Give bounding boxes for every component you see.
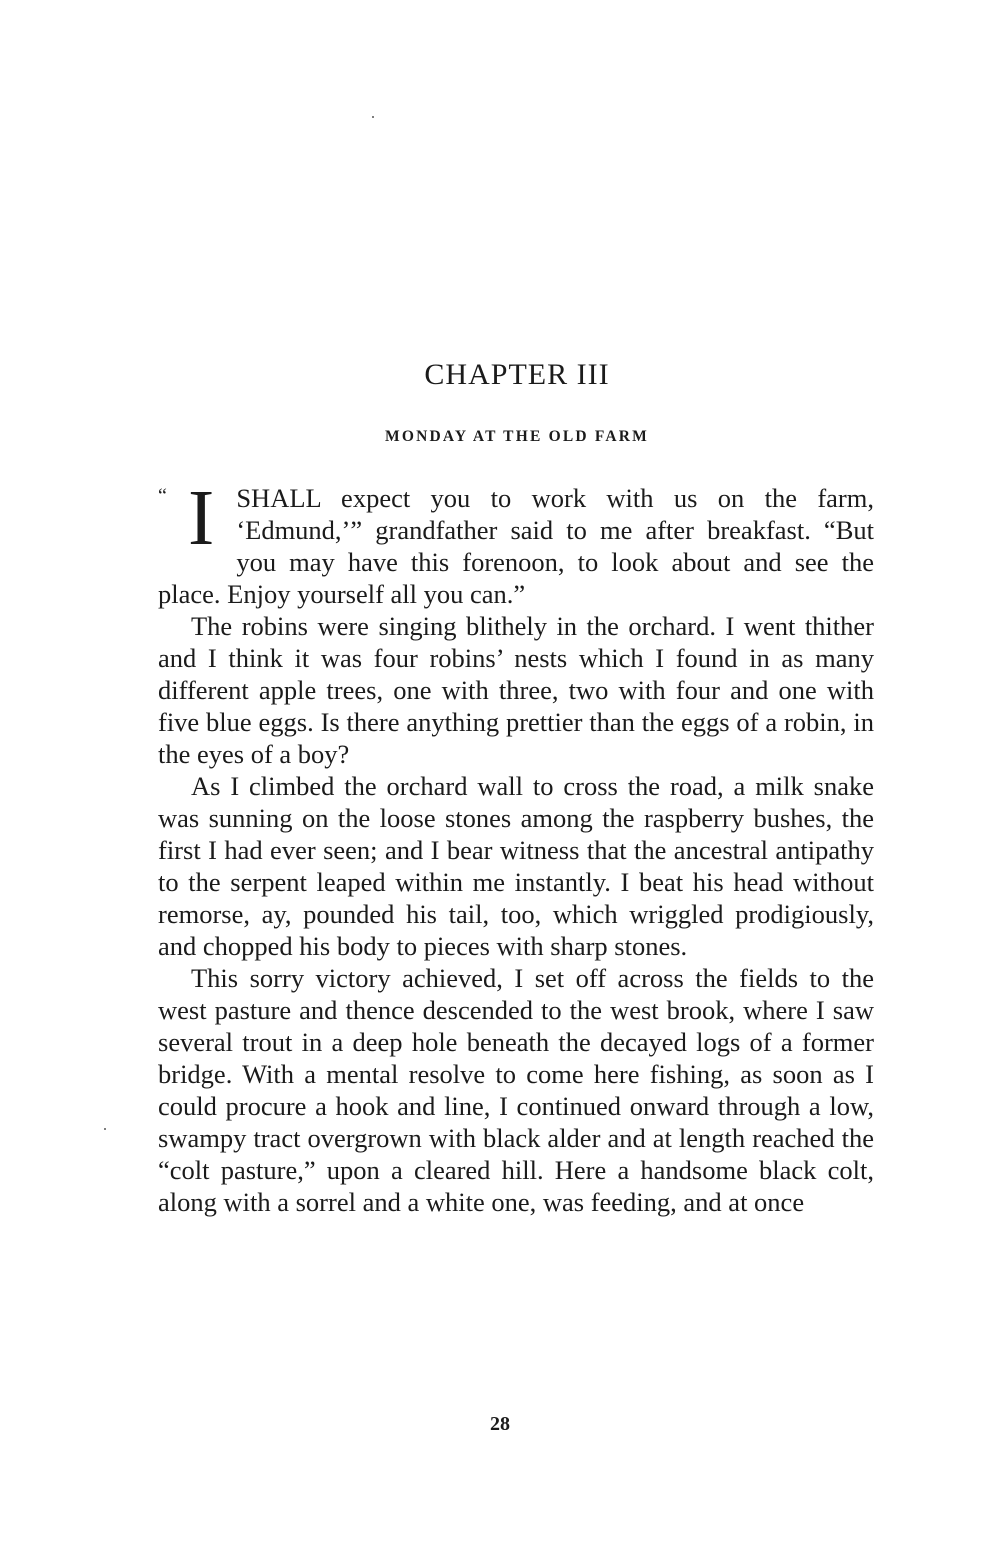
body-text [158, 475, 874, 1218]
chapter-title: CHAPTER III [424, 358, 610, 391]
opening-quote-mark: “ [158, 485, 167, 507]
opening-text: SHALL expect you to work with us on the farm, ‘Edmund,’” grandfather said to me after breakfast. “But you may have this forenoon, to look about and see the place. Enjoy yourself all you can.” [158, 483, 874, 609]
paragraph: As I climbed the orchard wall to cross the road, a milk snake was sunning on the loose stones among the raspberry bushes, the first I had ever seen; and I bear witness that the ancestral antipathy to the serpent leaped within me instantly. I beat his head without remorse, ay, pounded his tail, too, which wriggled prodigiously, and chopped his body to pieces with sharp stones. [158, 771, 874, 961]
print-speck [372, 116, 374, 118]
chapter-subtitle: MONDAY AT THE OLD FARM [385, 428, 649, 445]
print-speck [104, 1128, 106, 1130]
page-number: 28 [490, 1413, 510, 1435]
paragraph: This sorry victory achieved, I set off across the fields to the west pasture and thence descended to the west brook, where I saw several trout in a deep hole beneath the decayed logs of a former bridge. With a mental resolve to come here fishing, as soon as I could procure a hook and line, I continued onward through a low, swampy tract overgrown with black alder and at length reached the “colt pasture,” upon a cleared hill. Here a handsome black colt, along with a sorrel and a white one, was feeding, and at once [158, 963, 874, 1217]
paragraph-opening [158, 475, 874, 610]
drop-cap: I [188, 475, 215, 562]
paragraph: The robins were singing blithely in the orchard. I went thither and I think it was four robins’ nests which I found in as many different apple trees, one with three, two with four and one with five blue eggs. Is there anything prettier than the eggs of a robin, in the eyes of a boy? [158, 611, 874, 769]
